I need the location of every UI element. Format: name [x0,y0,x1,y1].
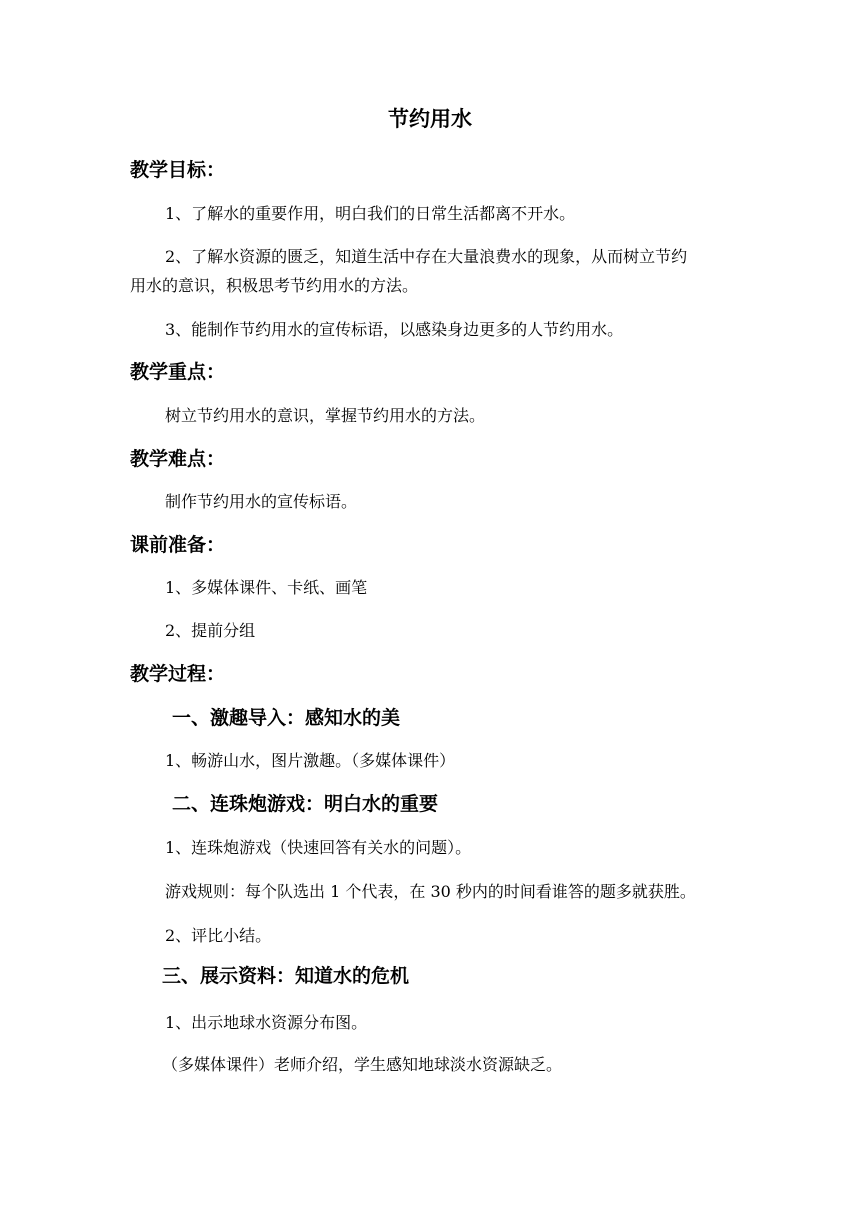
goal-item-2: 2、了解水资源的匮乏，知道生活中存在大量浪费水的现象，从而树立节约 [165,247,688,266]
goal-item-1: 1、了解水的重要作用，明白我们的日常生活都离不开水。 [165,204,576,223]
process-section-3-item-1: 1、出示地球水资源分布图。 [165,1013,368,1032]
difficulties-text: 制作节约用水的宣传标语。 [165,492,358,511]
process-section-1-item-1: 1、畅游山水，图片激趣。（多媒体课件） [165,751,456,770]
page-title: 节约用水 [388,107,472,131]
process-section-2-rules: 游戏规则：每个队选出 1 个代表，在 30 秒内的时间看谁答的题多就获胜。 [165,882,696,901]
preparation-item-1: 1、多媒体课件、卡纸、画笔 [165,578,368,597]
process-section-2-item-2: 2、评比小结。 [165,926,272,945]
goal-item-2-continued: 用水的意识，积极思考节约用水的方法。 [130,276,419,295]
process-section-3-title: 三、展示资料：知道水的危机 [162,965,410,987]
process-section-3-item-2: （多媒体课件）老师介绍，学生感知地球淡水资源缺乏。 [162,1055,563,1074]
key-points-heading: 教学重点： [130,361,226,383]
preparation-item-2: 2、提前分组 [165,621,256,640]
key-points-text: 树立节约用水的意识，掌握节约用水的方法。 [165,406,486,425]
goals-heading: 教学目标： [130,159,226,181]
process-section-2-title: 二、连珠炮游戏：明白水的重要 [172,793,439,815]
goal-item-3: 3、能制作节约用水的宣传标语，以感染身边更多的人节约用水。 [165,320,624,339]
difficulties-heading: 教学难点： [130,448,226,470]
process-heading: 教学过程： [130,663,226,685]
process-section-2-item-1: 1、连珠炮游戏（快速回答有关水的问题）。 [165,838,472,857]
process-section-1-title: 一、激趣导入：感知水的美 [172,707,401,729]
preparation-heading: 课前准备： [130,534,226,556]
